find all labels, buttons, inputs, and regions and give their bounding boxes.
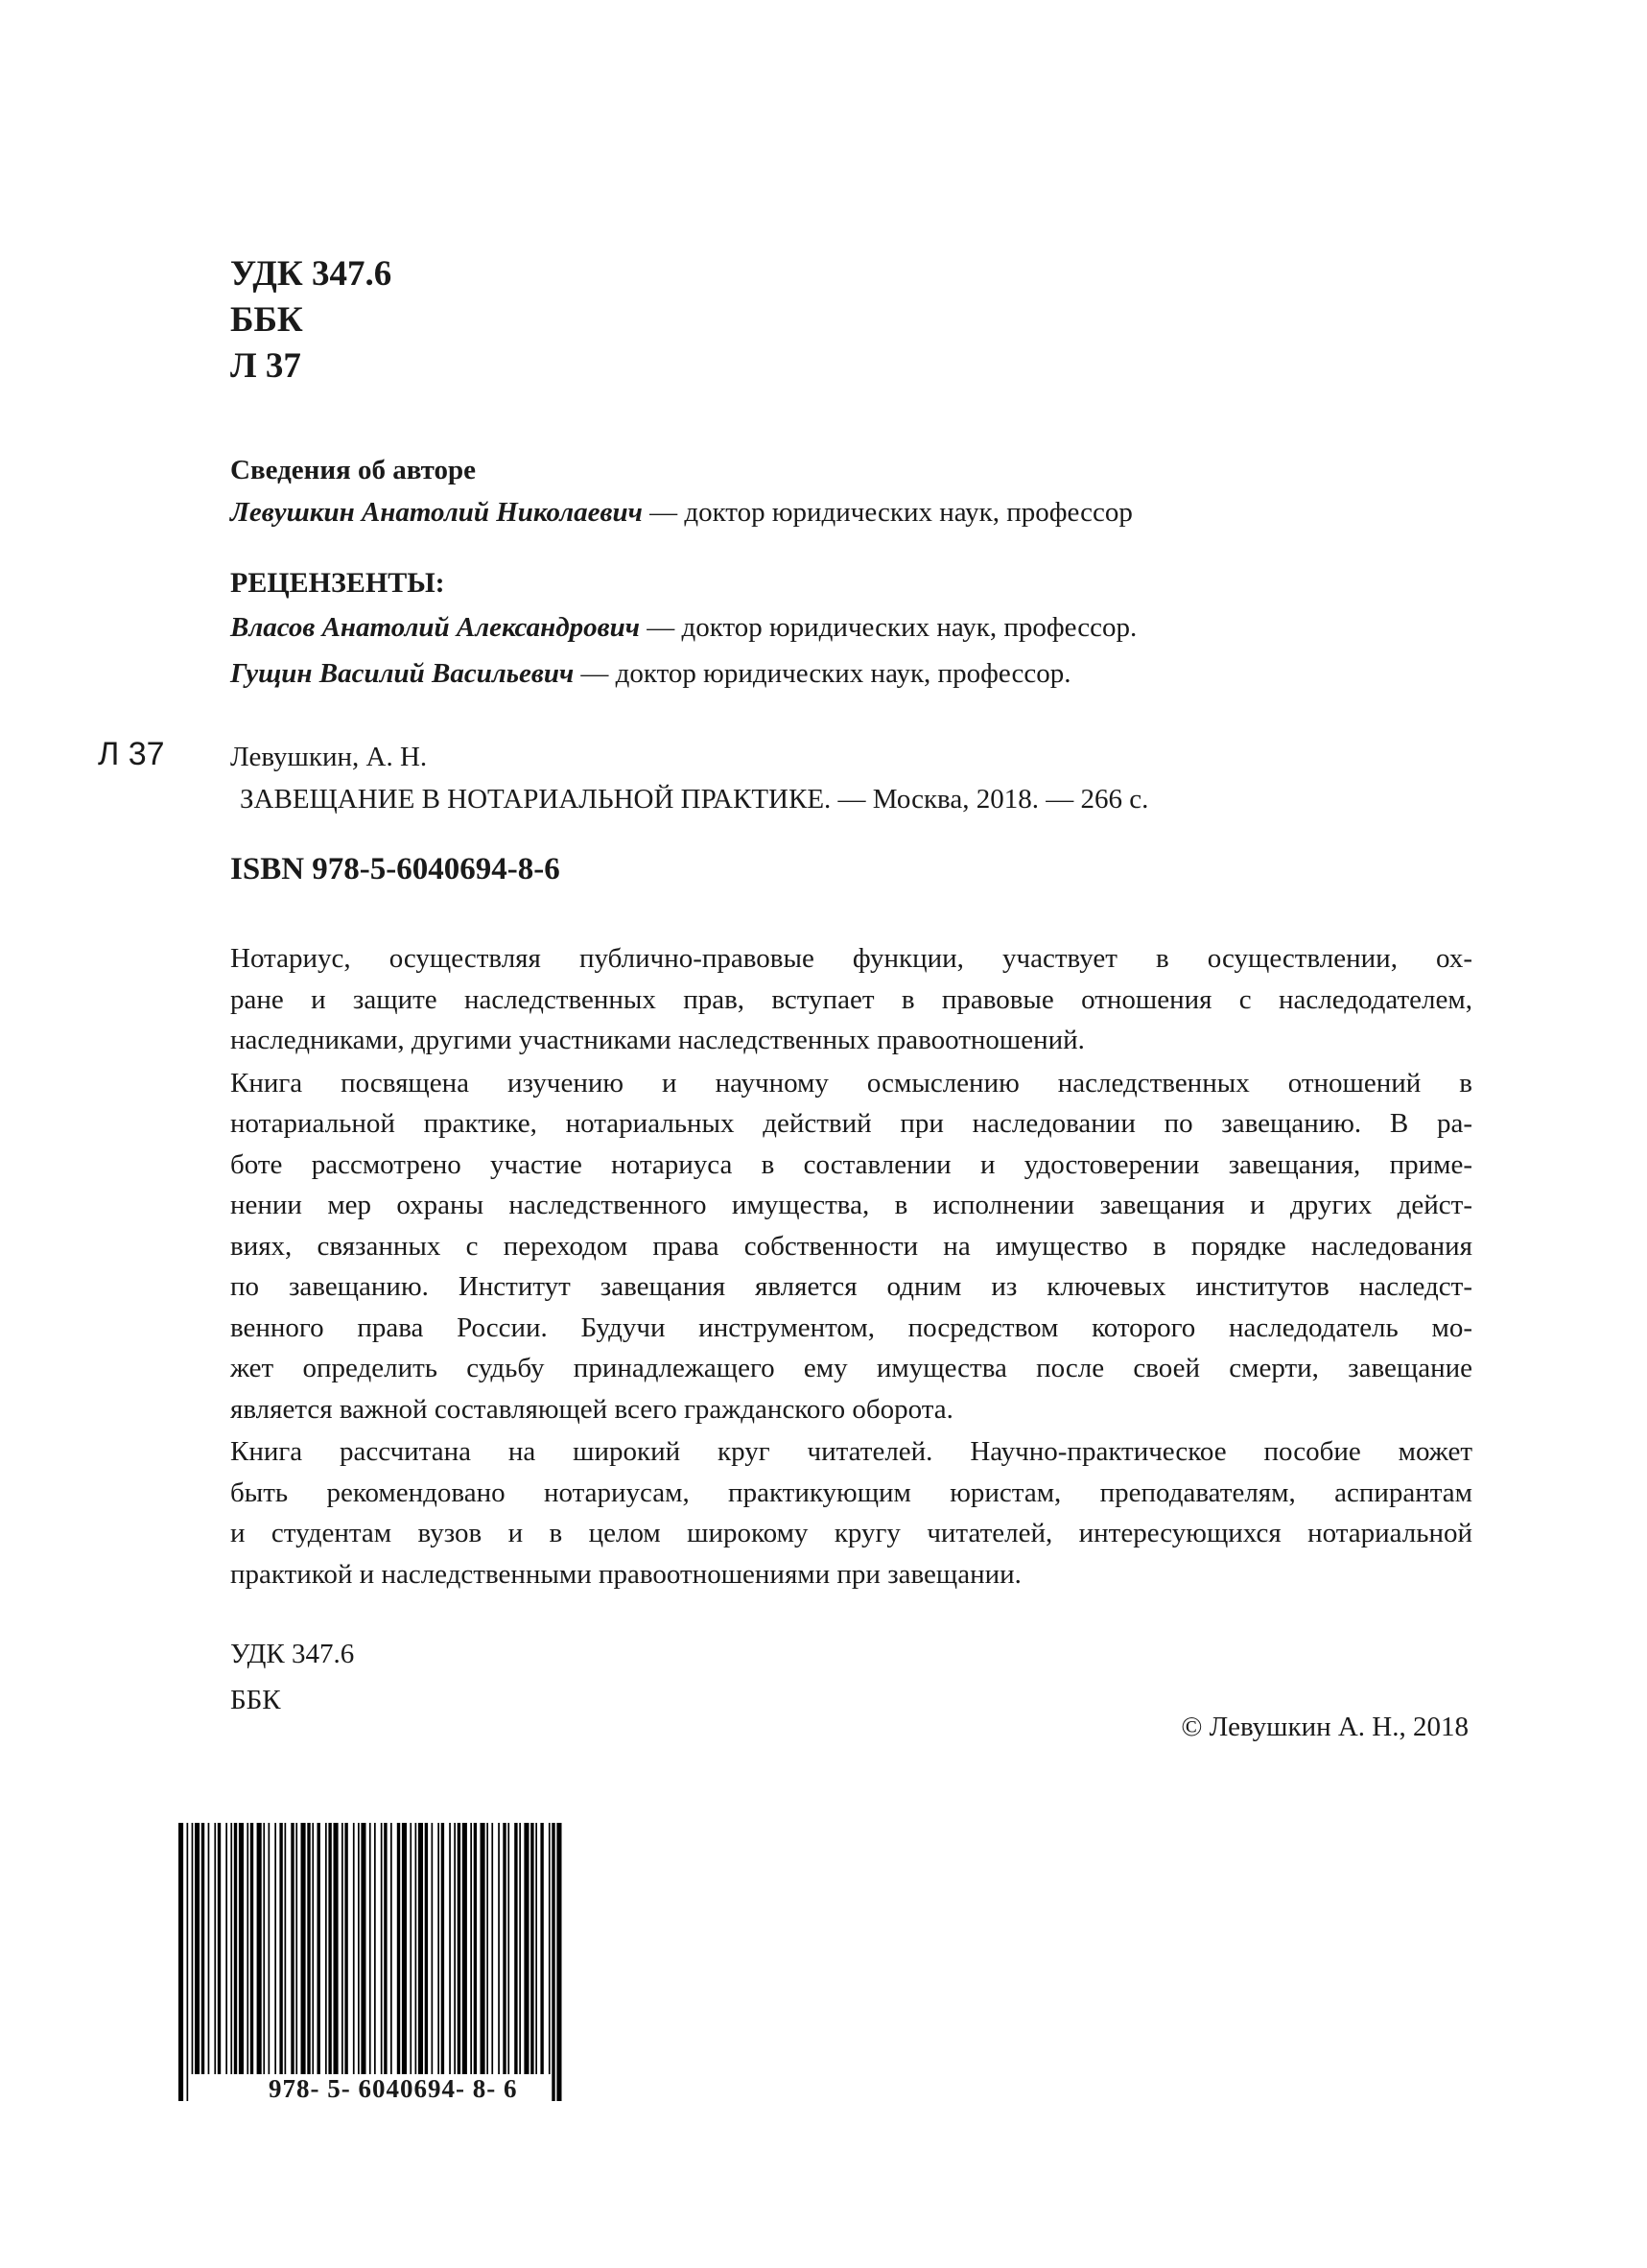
text-line: виях, связанных с переходом права собственности на имущество в порядке наследования bbox=[230, 1230, 1472, 1262]
author-desc: — доктор юридических наук, профессор bbox=[642, 497, 1133, 528]
footer-codes bbox=[230, 1631, 354, 1723]
barcode-bar bbox=[462, 1823, 467, 2074]
barcode-bar bbox=[418, 1823, 423, 2074]
barcode-bar bbox=[214, 1823, 216, 2074]
text-line: быть рекомендовано нотариусам, практикующим юристам, преподавателям, аспирантам bbox=[230, 1477, 1472, 1508]
barcode-bar bbox=[328, 1823, 331, 2074]
text-line: ране и защите наследственных прав, вступает в правовые отношения с наследодателем, bbox=[230, 983, 1472, 1015]
text-line: нотариальной практике, нотариальных действий при наследовании по завещанию. В ра- bbox=[230, 1108, 1472, 1139]
barcode-bar bbox=[195, 1823, 200, 2074]
barcode-bar bbox=[247, 1823, 248, 2074]
barcode-bar bbox=[274, 1823, 276, 2074]
text-line: и студентам вузов и в целом широкому кругу читателей, интересующихся нотариальной bbox=[230, 1518, 1472, 1548]
text-line: по завещанию. Институт завещания является одним из ключевых институтов наследст- bbox=[230, 1271, 1472, 1302]
barcode-bar bbox=[437, 1823, 439, 2074]
barcode-bar bbox=[481, 1823, 485, 2074]
barcode-bar bbox=[318, 1823, 320, 2074]
barcode-bar bbox=[498, 1823, 500, 2074]
barcode-bar bbox=[369, 1823, 371, 2074]
barcode-bar bbox=[552, 1823, 554, 2101]
author-mark: Л 37 bbox=[230, 346, 301, 386]
barcode-bar bbox=[257, 1823, 262, 2074]
abstract bbox=[230, 938, 1472, 1596]
barcode-bar bbox=[263, 1823, 265, 2074]
author-name: Левушкин Анатолий Николаевич bbox=[230, 497, 643, 528]
footer-bbk: ББК bbox=[230, 1685, 281, 1715]
barcode-bar bbox=[519, 1823, 521, 2074]
barcode-number: 978- 5- 6040694- 8- 6 bbox=[265, 2074, 521, 2104]
reviewer-desc: — доктор юридических наук, профессор. bbox=[639, 612, 1138, 643]
barcode-bar bbox=[540, 1823, 543, 2074]
barcode-bar bbox=[454, 1823, 456, 2074]
bib-mark: Л 37 bbox=[98, 736, 165, 772]
isbn: ISBN 978-5-6040694-8-6 bbox=[230, 852, 560, 886]
barcode-icon bbox=[178, 1823, 562, 2101]
barcode-bar bbox=[415, 1823, 417, 2074]
text-line: боте рассмотрено участие нотариуса в составлении и удостоверении завещания, приме- bbox=[230, 1148, 1472, 1180]
header-codes bbox=[230, 251, 391, 390]
barcode-bar bbox=[344, 1823, 347, 2074]
author-info bbox=[230, 449, 1133, 533]
reviewer-name: Гущин Василий Васильевич bbox=[230, 658, 575, 689]
barcode-bar bbox=[341, 1823, 343, 2074]
bbk-code: ББК bbox=[230, 300, 303, 340]
barcode-bar bbox=[187, 1823, 189, 2101]
barcode-bar bbox=[358, 1823, 360, 2074]
footer-udk: УДК 347.6 bbox=[230, 1639, 355, 1669]
barcode-bar bbox=[307, 1823, 310, 2074]
barcode-bar bbox=[486, 1823, 488, 2074]
barcode-bar bbox=[225, 1823, 227, 2074]
text-line: Нотариус, осуществляя публично-правовые функции, участвует в осуществлении, ох- bbox=[230, 943, 1472, 974]
barcode-bar bbox=[474, 1823, 477, 2074]
barcode-bar bbox=[470, 1823, 472, 2074]
barcode-bar bbox=[208, 1823, 210, 2074]
barcode-bar bbox=[279, 1823, 282, 2074]
barcode-bar bbox=[524, 1823, 529, 2074]
barcode-bar bbox=[295, 1823, 297, 2074]
barcode-bar bbox=[334, 1823, 339, 2074]
barcode-bar bbox=[397, 1823, 400, 2074]
barcode-bar bbox=[410, 1823, 412, 2101]
reviewers bbox=[230, 562, 1137, 697]
abstract-paragraph bbox=[230, 938, 1472, 1061]
text-line: Книга рассчитана на широкий круг читателей. Научно-практическое пособие может bbox=[230, 1436, 1472, 1467]
barcode-bar bbox=[192, 1823, 194, 2074]
text-line: нении мер охраны наследственного имущества, в исполнении завещания и других дейст- bbox=[230, 1190, 1472, 1220]
text-line: практикой и наследственными правоотношениями при завещании. bbox=[230, 1558, 1022, 1590]
text-line: жет определить судьбу принадлежащего ему имущества после своей смерти, завещание bbox=[230, 1353, 1472, 1383]
barcode-bar bbox=[218, 1823, 221, 2074]
text-line: венного права России. Будучи инструментом, посредством которого наследодатель мо- bbox=[230, 1311, 1472, 1343]
bib-title: ЗАВЕЩАНИЕ В НОТАРИАЛЬНОЙ ПРАКТИКЕ. — Москва, 2018. — 266 с. bbox=[240, 784, 1149, 815]
text-line: наследниками, другими участниками наследственных правоотношений. bbox=[230, 1025, 1085, 1055]
reviewer-item bbox=[230, 604, 1137, 650]
barcode-bar bbox=[432, 1823, 434, 2074]
barcode-bar bbox=[291, 1823, 294, 2074]
barcode-bar bbox=[384, 1823, 387, 2074]
barcode-bar bbox=[514, 1823, 517, 2074]
barcode-bar bbox=[491, 1823, 493, 2074]
barcode-bar bbox=[301, 1823, 306, 2074]
barcode-bar bbox=[503, 1823, 506, 2074]
barcode-bar bbox=[353, 1823, 355, 2074]
barcode-bar bbox=[402, 1823, 407, 2101]
barcode-bar bbox=[507, 1823, 509, 2074]
barcode-bar bbox=[449, 1823, 451, 2074]
barcode-bar bbox=[239, 1823, 244, 2074]
text-line: Книга посвящена изучению и научному осмыслению наследственных отношений в bbox=[230, 1067, 1472, 1099]
barcode-bar bbox=[556, 1823, 561, 2101]
udk-code: УДК 347.6 bbox=[230, 254, 392, 294]
barcode-bar bbox=[234, 1823, 237, 2074]
barcode-bar bbox=[425, 1823, 428, 2074]
reviewer-item bbox=[230, 650, 1137, 697]
barcode-bar bbox=[361, 1823, 365, 2074]
barcode-bar bbox=[381, 1823, 383, 2074]
bib-author: Левушкин, А. Н. bbox=[230, 742, 428, 772]
barcode-bar bbox=[285, 1823, 287, 2074]
barcode-bar bbox=[325, 1823, 327, 2074]
text-line: является важной составляющей всего гражданского оборота. bbox=[230, 1393, 953, 1425]
reviewer-name: Власов Анатолий Александрович bbox=[230, 612, 640, 643]
bibliographic-record bbox=[230, 736, 1148, 820]
barcode-bar bbox=[201, 1823, 204, 2074]
barcode-bar bbox=[312, 1823, 314, 2074]
barcode-bar bbox=[178, 1823, 183, 2101]
barcode-bar bbox=[250, 1823, 253, 2074]
barcode-bar bbox=[230, 1823, 232, 2074]
barcode-bar bbox=[269, 1823, 271, 2074]
abstract-paragraph bbox=[230, 1431, 1472, 1595]
author-line bbox=[230, 491, 1133, 533]
barcode-bar bbox=[390, 1823, 392, 2074]
barcode-bar bbox=[458, 1823, 460, 2074]
reviewers-heading: РЕЦЕНЗЕНТЫ: bbox=[230, 567, 445, 599]
barcode-bar bbox=[530, 1823, 533, 2074]
copyright: © Левушкин А. Н., 2018 bbox=[1181, 1712, 1469, 1742]
reviewer-desc: — доктор юридических наук, профессор. bbox=[574, 658, 1071, 689]
barcode-bar bbox=[374, 1823, 376, 2074]
barcode-bar bbox=[549, 1823, 551, 2074]
author-heading: Сведения об авторе bbox=[230, 455, 477, 485]
barcode-bar bbox=[441, 1823, 444, 2074]
abstract-paragraph bbox=[230, 1063, 1472, 1430]
barcode-bar bbox=[535, 1823, 537, 2074]
